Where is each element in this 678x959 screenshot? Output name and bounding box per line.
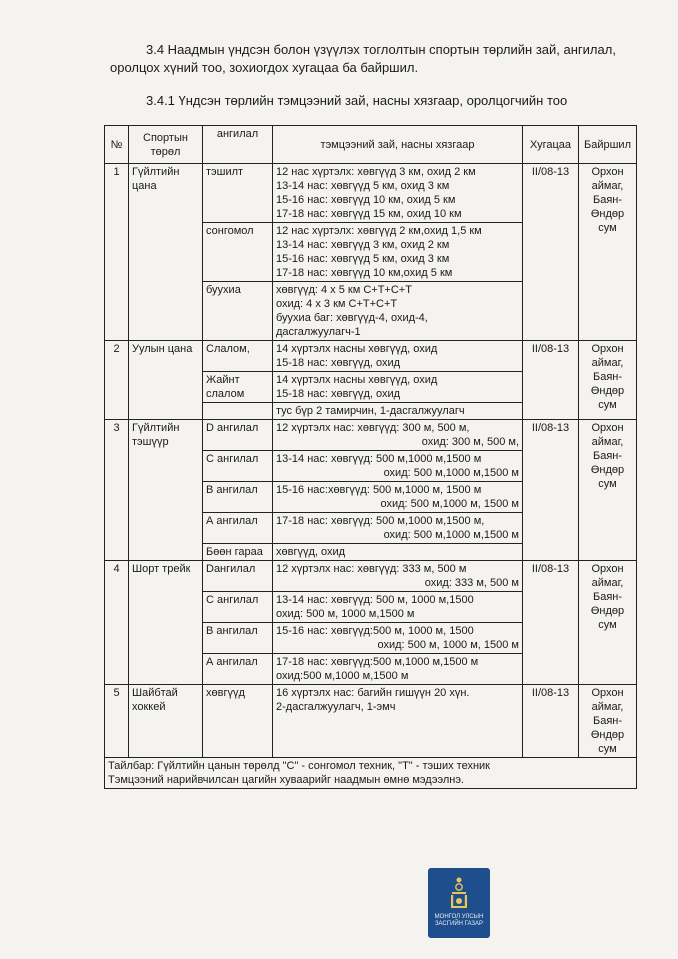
distance-line: охид:500 м,1000 м,1500 м: [276, 670, 409, 682]
distance-cell: [273, 164, 523, 223]
category-cell: В ангилал: [203, 623, 273, 654]
competition-table: [104, 125, 637, 789]
distance-cell: [273, 513, 523, 544]
category-cell: буухиа: [203, 282, 273, 341]
distance-line: охид: 500 м, 1000 м, 1500 м: [377, 639, 519, 651]
table-row: [105, 420, 637, 451]
date-cell: II/08-13: [523, 685, 579, 758]
distance-line: хөвгүүд: 4 х 5 км С+Т+С+Т: [276, 284, 412, 296]
category-cell: сонгомол: [203, 223, 273, 282]
subsection-heading: 3.4.1 Үндсэн төрлийн тэмцээний зай, насны хязгаар, оролцогчийн тоо: [146, 93, 568, 108]
government-seal: [428, 868, 490, 938]
category-cell: В ангилал: [203, 482, 273, 513]
header-distance: тэмцээний зай, насны хязгаар: [273, 126, 523, 164]
row-number: 3: [105, 420, 129, 561]
distance-line: 15-16 нас: хөвгүүд 10 км, охид 5 км: [276, 194, 456, 206]
row-number: 1: [105, 164, 129, 341]
distance-line: 14 хүртэлх насны хөвгүүд, охид: [276, 374, 438, 386]
distance-cell: [273, 592, 523, 623]
soyombo-emblem-icon: [450, 876, 468, 910]
distance-line: охид: 500 м,1000 м, 1500 м: [380, 498, 519, 510]
distance-cell: [273, 403, 523, 420]
row-number: 2: [105, 341, 129, 420]
distance-line: охид: 300 м, 500 м,: [421, 436, 519, 448]
category-cell: С ангилал: [203, 592, 273, 623]
category-cell: D ангилал: [203, 420, 273, 451]
distance-cell: [273, 685, 523, 758]
distance-line: тус бүр 2 тамирчин, 1-дасгалжуулагч: [276, 405, 465, 417]
distance-cell: [273, 420, 523, 451]
location-cell: Орхон аймаг, Баян-Өндөр сум: [579, 685, 637, 758]
distance-line: 16 хүртэлх нас: багийн гишүүн 20 хүн.: [276, 687, 470, 699]
distance-line: 17-18 нас: хөвгүүд 15 км, охид 10 км: [276, 208, 462, 220]
note-row: [105, 758, 637, 789]
distance-line: охид: 500 м, 1000 м,1500 м: [276, 608, 415, 620]
category-cell: Dангилал: [203, 561, 273, 592]
date-cell: II/08-13: [523, 561, 579, 685]
distance-cell: [273, 223, 523, 282]
distance-line: охид: 333 м, 500 м: [424, 577, 519, 589]
distance-cell: [273, 544, 523, 561]
distance-line: 15-18 нас: хөвгүүд, охид: [276, 388, 401, 400]
distance-line: охид: 500 м,1000 м,1500 м: [383, 529, 519, 541]
note-line: Тайлбар: Гүйлтийн цанын төрөлд "С" - сонгомол техник, "Т" - тэших техник: [108, 760, 490, 772]
sport-name: Гүйлтийн тэшүүр: [129, 420, 203, 561]
seal-text: МОНГОЛ УЛСЫН ЗАСГИЙН ГАЗАР: [434, 914, 484, 927]
distance-line: охид: 500 м,1000 м,1500 м: [383, 467, 519, 479]
distance-line: 15-16 нас:хөвгүүд: 500 м,1000 м, 1500 м: [276, 484, 482, 496]
table-header-row: [105, 126, 637, 164]
distance-cell: [273, 482, 523, 513]
sport-name: Шорт трейк: [129, 561, 203, 685]
distance-line: 13-14 нас: хөвгүүд 3 км, охид 2 км: [276, 239, 450, 251]
category-cell: хөвгүүд: [203, 685, 273, 758]
distance-line: 17-18 нас: хөвгүүд: 500 м,1000 м,1500 м,: [276, 515, 485, 527]
category-cell: Бөөн гараа: [203, 544, 273, 561]
sport-name: Уулын цана: [129, 341, 203, 420]
date-cell: II/08-13: [523, 164, 579, 341]
table-row: [105, 164, 637, 223]
table-row: [105, 561, 637, 592]
row-number: 4: [105, 561, 129, 685]
section-heading: 3.4 Наадмын үндсэн болон үзүүлэх тоглолтын спортын төрлийн зай, ангилал, оролцох хүний тоо, зохиогдох хугацаа ба байршил.: [110, 42, 616, 75]
row-number: 5: [105, 685, 129, 758]
category-cell: С ангилал: [203, 451, 273, 482]
note-line: Тэмцээний нарийвчилсан цагийн хуваарийг наадмын өмнө мэдээлнэ.: [108, 774, 464, 786]
date-cell: II/08-13: [523, 420, 579, 561]
distance-line: 12 нас хүртэлх: хөвгүүд 3 км, охид 2 км: [276, 166, 476, 178]
distance-line: 17-18 нас: хөвгүүд 10 км,охид 5 км: [276, 267, 453, 279]
distance-line: 13-14 нас: хөвгүүд 5 км, охид 3 км: [276, 180, 450, 192]
category-cell: Жайнт слалом: [203, 372, 273, 403]
distance-cell: [273, 282, 523, 341]
location-cell: Орхон аймаг, Баян-Өндөр сум: [579, 341, 637, 420]
sport-name: Гүйлтийн цана: [129, 164, 203, 341]
distance-cell: [273, 623, 523, 654]
distance-line: 15-16 нас: хөвгүүд:500 м, 1000 м, 1500: [276, 625, 474, 637]
date-cell: II/08-13: [523, 341, 579, 420]
distance-line: 13-14 нас: хөвгүүд: 500 м, 1000 м,1500: [276, 594, 474, 606]
distance-line: хөвгүүд, охид: [276, 546, 346, 558]
header-location: Байршил: [579, 126, 637, 164]
location-cell: Орхон аймаг, Баян-Өндөр сум: [579, 420, 637, 561]
distance-cell: [273, 341, 523, 372]
distance-line: 15-18 нас: хөвгүүд, охид: [276, 357, 401, 369]
distance-cell: [273, 451, 523, 482]
distance-line: охид: 4 х 3 км С+Т+С+Т: [276, 298, 398, 310]
table-row: [105, 341, 637, 372]
sport-name: Шайбтай хоккей: [129, 685, 203, 758]
distance-line: 12 хүртэлх нас: хөвгүүд: 300 м, 500 м,: [276, 422, 470, 434]
distance-line: 17-18 нас: хөвгүүд:500 м,1000 м,1500 м: [276, 656, 479, 668]
distance-cell: [273, 654, 523, 685]
header-category: ангилал: [203, 126, 273, 164]
distance-cell: [273, 372, 523, 403]
distance-line: 13-14 нас: хөвгүүд: 500 м,1000 м,1500 м: [276, 453, 482, 465]
distance-line: буухиа баг: хөвгүүд-4, охид-4,: [276, 312, 428, 324]
distance-line: 2-дасгалжуулагч, 1-эмч: [276, 701, 396, 713]
table-row: [105, 685, 637, 758]
category-cell: [203, 403, 273, 420]
distance-line: дасгалжуулагч-1: [276, 326, 361, 338]
distance-line: 12 нас хүртэлх: хөвгүүд 2 км,охид 1,5 км: [276, 225, 482, 237]
category-cell: А ангилал: [203, 513, 273, 544]
distance-line: 15-16 нас: хөвгүүд 5 км, охид 3 км: [276, 253, 450, 265]
header-num: №: [105, 126, 129, 164]
distance-cell: [273, 561, 523, 592]
category-cell: тэшилт: [203, 164, 273, 223]
location-cell: Орхон аймаг, Баян-Өндөр сум: [579, 164, 637, 341]
header-date: Хугацаа: [523, 126, 579, 164]
category-cell: Слалом,: [203, 341, 273, 372]
location-cell: Орхон аймаг, Баян-Өндөр сум: [579, 561, 637, 685]
category-cell: А ангилал: [203, 654, 273, 685]
table-note: [105, 758, 637, 789]
distance-line: 12 хүртэлх нас: хөвгүүд: 333 м, 500 м: [276, 563, 467, 575]
header-sport: Спортын төрөл: [129, 126, 203, 164]
distance-line: 14 хүртэлх насны хөвгүүд, охид: [276, 343, 438, 355]
